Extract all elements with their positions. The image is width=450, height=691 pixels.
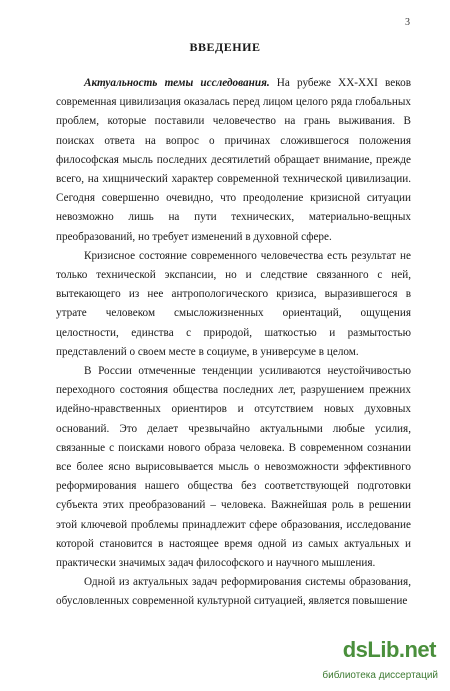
page-title: ВВЕДЕНИЕ (189, 40, 261, 54)
paragraph-text: В России отмеченные тенденции усиливаются неустойчивостью переходного состояния общества последних лет, разрушением прежних идейно-нравственных ориентиров и отсутствием новых духовных оснований. Это делает чрезвычайно актуальными любые усилия, связанные с поисками нового образа человека. В современном сознании все более ясно вырисовывается мысль о невозможности эффективного реформирования нашего общества без соответствующей подготовки субъекта этих преобразований – человека. Важнейшая роль в решении этой ключевой проблемы принадлежит сфере образования, исследование которой становится в настоящее время одной из самых актуальных и практически значимых задач философского и научного мышления. (56, 365, 411, 570)
paragraph-text: Одной из актуальных задач реформирования системы образования, обусловленных современной культурной ситуацией, является повышение (56, 576, 411, 608)
paragraph-4 (56, 573, 411, 611)
page-number: 3 (405, 17, 410, 28)
paragraph-1 (56, 74, 411, 247)
watermark (322, 637, 440, 681)
paragraph-2 (56, 247, 411, 362)
paragraph-text: Кризисное состояние современного человечества есть результат не только технической экспансии, но и следствие связанного с ней, вытекающего из нее антропологического кризиса, выразившегося в утрате человеком смысложизненных ориентаций, ощущения целостности, единства с природой, шаткостью и размытостью представлений о своем месте в социуме, в универсуме в целом. (56, 249, 411, 358)
paragraph-lead: Актуальность темы исследования. (84, 77, 270, 89)
watermark-logo: dsLib.net (342, 637, 436, 662)
paragraph-text: На рубеже XX-XXI веков современная цивилизация оказалась перед лицом целого ряда глобальных проблем, которые поставили человечество на грань выживания. В поисках ответа на вопрос о причинах сложившегося положения философская мысль последних десятилетий обращает внимание, прежде всего, на хищнический характер современной технической цивилизации. Сегодня совершенно очевидно, что преодоление кризисной ситуации невозможно лишь на пути технических, материально-вещных преобразований, но требует изменений в духовной сфере. (56, 77, 411, 243)
document-body (56, 74, 411, 612)
watermark-caption: библиотека диссертаций (322, 670, 438, 681)
paragraph-3 (56, 362, 411, 573)
